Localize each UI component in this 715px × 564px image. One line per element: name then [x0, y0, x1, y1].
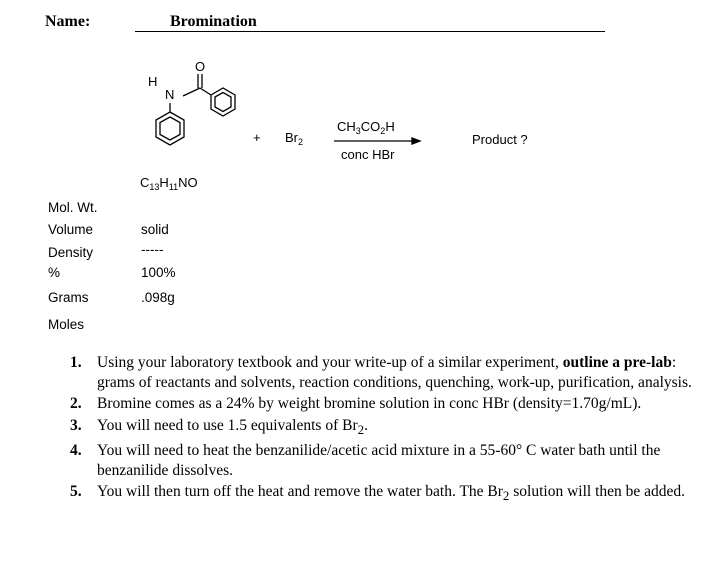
- prop-label-density: Density: [48, 245, 94, 260]
- prop-label-volume: Volume: [48, 222, 94, 237]
- prop-label-percent: %: [48, 265, 61, 280]
- list-item: 2. Bromine comes as a 24% by weight bromine solution in conc HBr (density=1.70g/mL).: [70, 395, 642, 412]
- list-item: 4. You will need to heat the benzanilide/acetic acid mixture in a 55-60° C water bath until the benzanilide dissolves.: [70, 442, 661, 479]
- molecular-formula: $C_{13}H_{11}NO$: [140, 175, 198, 192]
- prop-value-density: -----: [141, 242, 164, 257]
- list-item: 1. Using your laboratory textbook and your write-up of a similar experiment, outline a pre-lab: grams of reactants and solvents, reaction conditions, quenching, work-up, purification, analysis.: [70, 354, 692, 391]
- amide-bond: [183, 88, 200, 96]
- hydrogen-atom: H: [148, 74, 158, 89]
- prop-label-mol-wt: Mol. Wt.: [48, 200, 98, 215]
- step-number: 1.: [70, 354, 82, 371]
- prop-value-grams: .098g: [141, 290, 175, 305]
- step-number: 4.: [70, 442, 82, 460]
- prop-value-volume: solid: [141, 222, 169, 237]
- arrowhead: [412, 138, 420, 144]
- step-number: 3.: [70, 416, 82, 434]
- step-number: 5.: [70, 483, 82, 501]
- carbonyl-to-ring-bond: [200, 88, 211, 95]
- prop-value-percent: 100%: [141, 265, 176, 280]
- list-item: 3. You will need to use 1.5 equivalents of $Br_2$.: [70, 416, 368, 437]
- benzoyl-ring-inner: [215, 93, 231, 112]
- solvent-label: $CH_3CO_2H$: [337, 119, 395, 136]
- aniline-ring-inner: [160, 117, 180, 140]
- step-number: 2.: [70, 395, 82, 412]
- name-label: Name:: [45, 13, 91, 30]
- plus-sign: +: [253, 130, 261, 145]
- bromine-reagent: $Br_2$: [285, 130, 304, 147]
- instructions-list: [70, 353, 702, 508]
- page-title: Bromination: [170, 13, 257, 30]
- product-label: Product ?: [472, 132, 528, 147]
- reagent-label: conc HBr: [341, 147, 395, 162]
- prop-label-moles: Moles: [48, 317, 85, 332]
- nitrogen-atom: N: [165, 87, 175, 102]
- list-item: 5. You will then turn off the heat and remove the water bath. The $Br_2$ solution will then be added.: [70, 483, 686, 504]
- prop-label-grams: Grams: [48, 290, 89, 305]
- oxygen-atom: O: [194, 59, 206, 74]
- reaction-scheme: [0, 0, 715, 200]
